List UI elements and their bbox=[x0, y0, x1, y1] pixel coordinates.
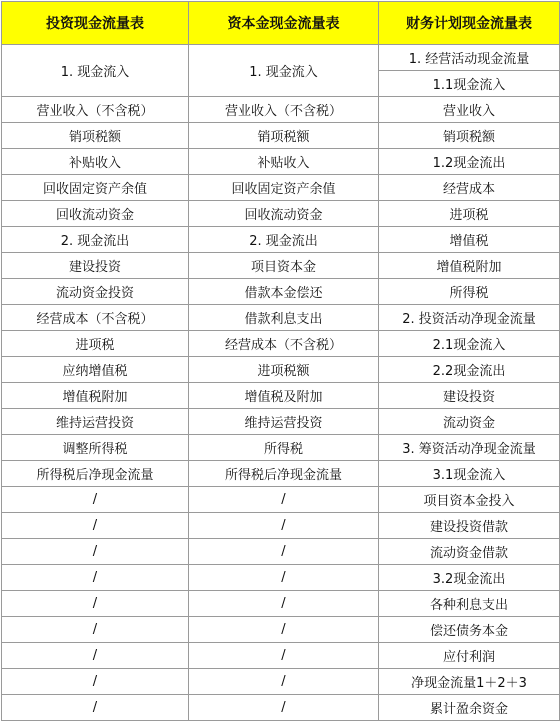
table-cell: 增值税 bbox=[379, 227, 560, 253]
table-cell: 所得税后净现金流量 bbox=[2, 461, 189, 487]
table-cell: 经营成本（不含税） bbox=[189, 331, 379, 357]
header-capital-cash-flow: 资本金现金流量表 bbox=[189, 2, 379, 45]
table-cell: 项目资本金 bbox=[189, 253, 379, 279]
table-cell: 应付利润 bbox=[379, 643, 560, 669]
table-cell: / bbox=[2, 513, 189, 539]
table-cell: / bbox=[2, 643, 189, 669]
table-row bbox=[2, 175, 560, 201]
table-cell: 营业收入（不含税） bbox=[2, 97, 189, 123]
table-cell: 净现金流量1＋2＋3 bbox=[379, 669, 560, 695]
header-financial-plan-cash-flow: 财务计划现金流量表 bbox=[379, 2, 560, 45]
table-cell: / bbox=[2, 487, 189, 513]
table-cell: / bbox=[189, 513, 379, 539]
table-cell: 累计盈余资金 bbox=[379, 695, 560, 721]
table-cell: 所得税后净现金流量 bbox=[189, 461, 379, 487]
table-cell: 销项税额 bbox=[189, 123, 379, 149]
table-cell: 流动资金借款 bbox=[379, 539, 560, 565]
table-cell: 销项税额 bbox=[2, 123, 189, 149]
table-row bbox=[2, 97, 560, 123]
table-cell: / bbox=[189, 565, 379, 591]
table-cell: / bbox=[189, 669, 379, 695]
table-cell: 增值税附加 bbox=[379, 253, 560, 279]
table-cell: 调整所得税 bbox=[2, 435, 189, 461]
table-cell: 2. 现金流出 bbox=[189, 227, 379, 253]
table-cell: 营业收入（不含税） bbox=[189, 97, 379, 123]
table-cell: 销项税额 bbox=[379, 123, 560, 149]
table-cell: 偿还债务本金 bbox=[379, 617, 560, 643]
table-row bbox=[2, 123, 560, 149]
table-row bbox=[2, 591, 560, 617]
table-cell: 经营成本 bbox=[379, 175, 560, 201]
table-cell: 经营成本（不含税） bbox=[2, 305, 189, 331]
table-cell: 1. 现金流入 bbox=[189, 45, 379, 97]
table-cell: 项目资本金投入 bbox=[379, 487, 560, 513]
table-cell: 进项税 bbox=[2, 331, 189, 357]
table-cell: 补贴收入 bbox=[2, 149, 189, 175]
table-cell: 建设投资 bbox=[2, 253, 189, 279]
table-row bbox=[2, 227, 560, 253]
table-row bbox=[2, 253, 560, 279]
table-row bbox=[2, 45, 560, 71]
table-cell: 1.1现金流入 bbox=[379, 71, 560, 97]
table-cell: 1. 经营活动现金流量 bbox=[379, 45, 560, 71]
table-row bbox=[2, 643, 560, 669]
table-cell: 所得税 bbox=[189, 435, 379, 461]
table-cell: 借款利息支出 bbox=[189, 305, 379, 331]
table-cell: 补贴收入 bbox=[189, 149, 379, 175]
table-cell: / bbox=[189, 695, 379, 721]
table-cell: 回收流动资金 bbox=[2, 201, 189, 227]
table-cell: 进项税额 bbox=[189, 357, 379, 383]
table-row bbox=[2, 331, 560, 357]
table-cell: 流动资金 bbox=[379, 409, 560, 435]
table-cell: 维持运营投资 bbox=[2, 409, 189, 435]
table-cell: 2.1现金流入 bbox=[379, 331, 560, 357]
table-cell: / bbox=[189, 617, 379, 643]
table-row bbox=[2, 487, 560, 513]
table-row bbox=[2, 383, 560, 409]
header-row bbox=[2, 2, 560, 45]
table-cell: 建设投资 bbox=[379, 383, 560, 409]
table-cell: 3. 筹资活动净现金流量 bbox=[379, 435, 560, 461]
table-cell: / bbox=[2, 669, 189, 695]
table-cell: 2. 现金流出 bbox=[2, 227, 189, 253]
table-row bbox=[2, 669, 560, 695]
table-cell: / bbox=[189, 539, 379, 565]
table-row bbox=[2, 201, 560, 227]
table-row bbox=[2, 435, 560, 461]
table-cell: 借款本金偿还 bbox=[189, 279, 379, 305]
table-cell: / bbox=[2, 591, 189, 617]
table-cell: 建设投资借款 bbox=[379, 513, 560, 539]
table-cell: 所得税 bbox=[379, 279, 560, 305]
table-row bbox=[2, 409, 560, 435]
table-cell: 回收固定资产余值 bbox=[2, 175, 189, 201]
table-cell: 2.2现金流出 bbox=[379, 357, 560, 383]
table-cell: 增值税及附加 bbox=[189, 383, 379, 409]
table-cell: / bbox=[2, 565, 189, 591]
table-cell: 3.2现金流出 bbox=[379, 565, 560, 591]
table-cell: 1. 现金流入 bbox=[2, 45, 189, 97]
table-row bbox=[2, 695, 560, 721]
table-row bbox=[2, 461, 560, 487]
table-cell: 营业收入 bbox=[379, 97, 560, 123]
table-cell: / bbox=[2, 539, 189, 565]
table-cell: 1.2现金流出 bbox=[379, 149, 560, 175]
table-cell: / bbox=[189, 591, 379, 617]
table-cell: 回收固定资产余值 bbox=[189, 175, 379, 201]
table-row bbox=[2, 357, 560, 383]
table-row bbox=[2, 149, 560, 175]
cash-flow-comparison-table bbox=[1, 1, 560, 721]
header-investment-cash-flow: 投资现金流量表 bbox=[2, 2, 189, 45]
table-cell: 增值税附加 bbox=[2, 383, 189, 409]
table-cell: 维持运营投资 bbox=[189, 409, 379, 435]
table-cell: / bbox=[2, 617, 189, 643]
table-row bbox=[2, 565, 560, 591]
table-cell: 各种利息支出 bbox=[379, 591, 560, 617]
table-cell: 3.1现金流入 bbox=[379, 461, 560, 487]
table-cell: 应纳增值税 bbox=[2, 357, 189, 383]
table-row bbox=[2, 617, 560, 643]
table-cell: / bbox=[189, 487, 379, 513]
table-cell: / bbox=[2, 695, 189, 721]
table-cell: / bbox=[189, 643, 379, 669]
table-cell: 流动资金投资 bbox=[2, 279, 189, 305]
table-cell: 回收流动资金 bbox=[189, 201, 379, 227]
table-cell: 进项税 bbox=[379, 201, 560, 227]
table-row bbox=[2, 513, 560, 539]
table-cell: 2. 投资活动净现金流量 bbox=[379, 305, 560, 331]
table-row bbox=[2, 279, 560, 305]
table-row bbox=[2, 305, 560, 331]
table-row bbox=[2, 539, 560, 565]
